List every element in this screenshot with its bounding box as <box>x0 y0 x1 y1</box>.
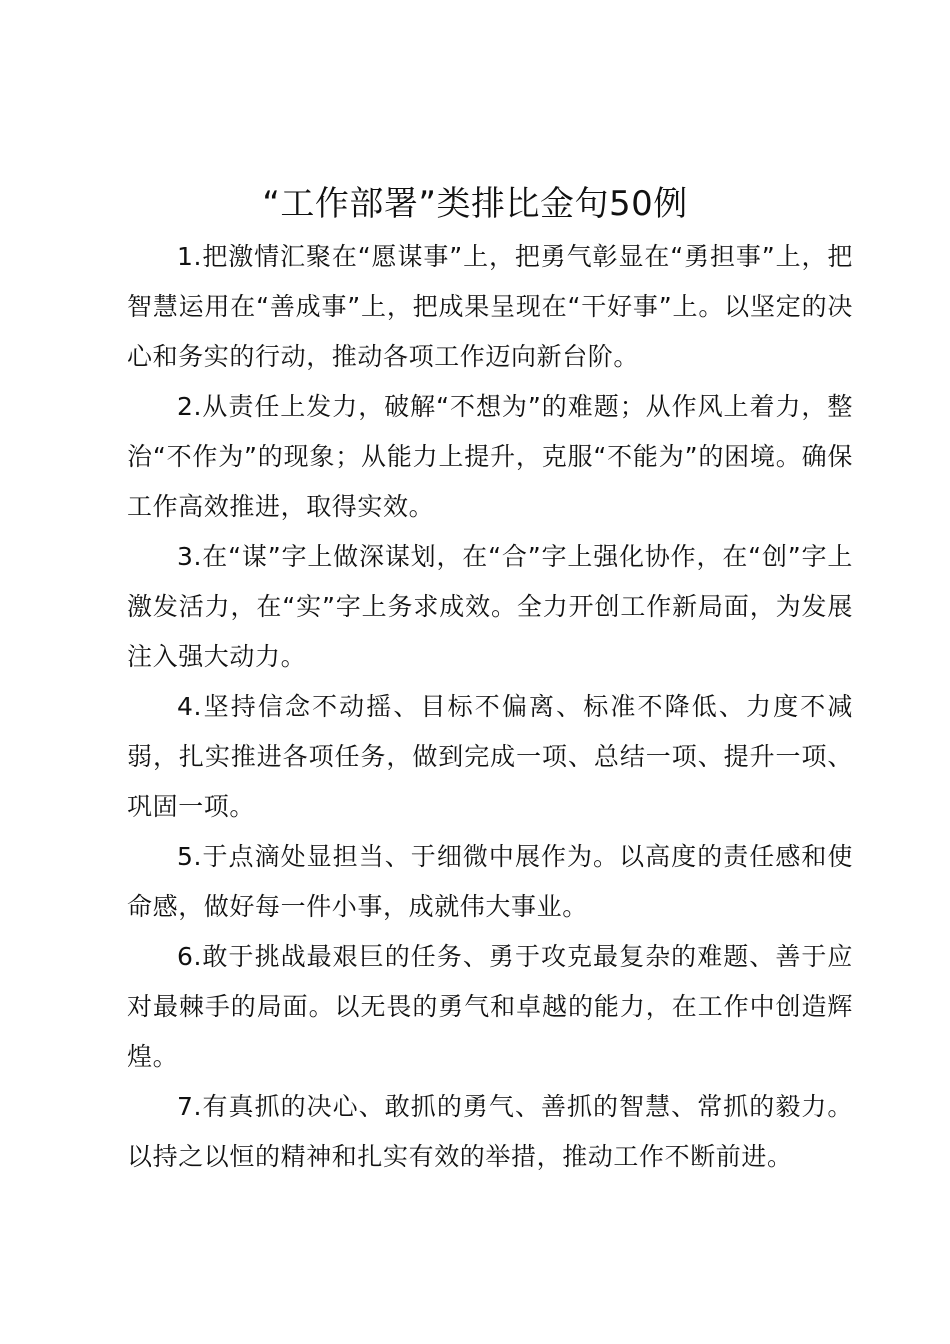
document-body <box>127 232 853 1182</box>
paragraph-3: 3.在“谋”字上做深谋划，在“合”字上强化协作，在“创”字上激发活力，在“实”字上务求成效。全力开创工作新局面，为发展注入强大动力。 <box>127 542 853 671</box>
paragraph-7: 7.有真抓的决心、敢抓的勇气、善抓的智慧、常抓的毅力。以持之以恒的精神和扎实有效的举措，推动工作不断前进。 <box>127 1092 853 1171</box>
paragraph-5: 5.于点滴处显担当、于细微中展作为。以高度的责任感和使命感，做好每一件小事，成就伟大事业。 <box>127 842 853 921</box>
paragraph-1: 1.把激情汇聚在“愿谋事”上，把勇气彰显在“勇担事”上，把智慧运用在“善成事”上，把成果呈现在“干好事”上。以坚定的决心和务实的行动，推动各项工作迈向新台阶。 <box>127 242 853 371</box>
paragraph-2: 2.从责任上发力，破解“不想为”的难题；从作风上着力，整治“不作为”的现象；从能力上提升，克服“不能为”的困境。确保工作高效推进，取得实效。 <box>127 392 853 521</box>
document-title: “工作部署”类排比金句50例 <box>262 184 688 224</box>
paragraph-6: 6.敢于挑战最艰巨的任务、勇于攻克最复杂的难题、善于应对最棘手的局面。以无畏的勇气和卓越的能力，在工作中创造辉煌。 <box>127 942 853 1071</box>
paragraph-4: 4.坚持信念不动摇、目标不偏离、标准不降低、力度不减弱，扎实推进各项任务，做到完成一项、总结一项、提升一项、巩固一项。 <box>127 692 853 821</box>
